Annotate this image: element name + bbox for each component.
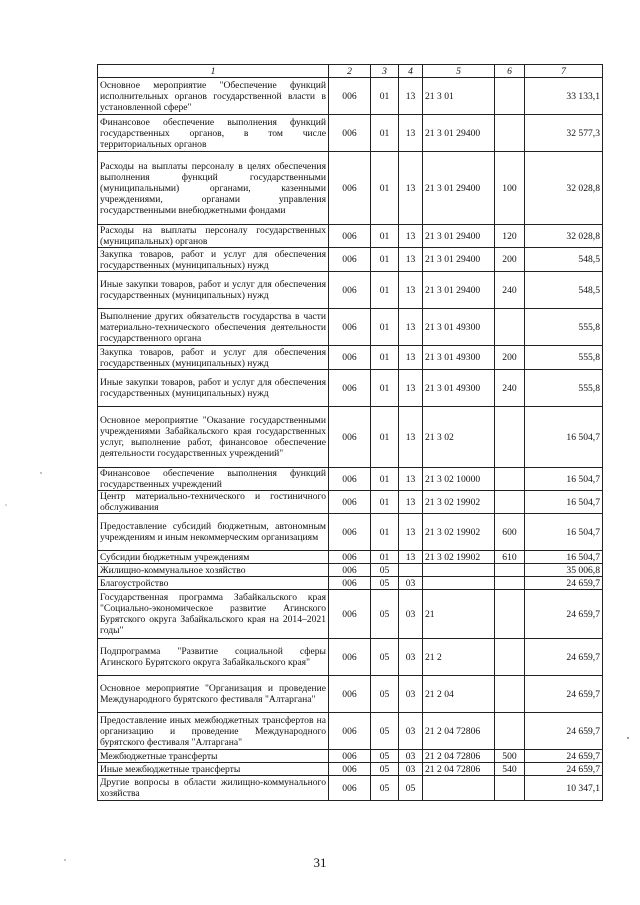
cell-col-4: 03 [399,750,423,763]
cell-col-2: 006 [329,115,371,152]
cell-name: Предоставление субсидий бюджетным, автономным учреждениям и иным некоммерческим организациям [98,514,329,551]
cell-col-3: 05 [371,564,399,577]
header-col-5: 5 [423,65,495,78]
cell-col-5: 21 3 01 49300 [423,346,495,370]
cell-col-4: 13 [399,468,423,491]
cell-name: Финансовое обеспечение выполнения функций государственных органов, в том числе территориальных органов [98,115,329,152]
cell-name: Иные закупки товаров, работ и услуг для обеспечения государственных (муниципальных) нужд [98,272,329,309]
cell-col-4: 13 [399,309,423,346]
cell-col-7: 24 659,7 [525,713,603,750]
cell-col-2: 006 [329,491,371,514]
table-row [98,551,603,564]
budget-table [97,64,603,801]
cell-col-6 [495,776,525,801]
cell-col-3: 01 [371,468,399,491]
cell-col-5: 21 3 02 19902 [423,514,495,551]
table-row [98,577,603,590]
cell-name: Закупка товаров, работ и услуг для обеспечения государственных (муниципальных) нужд [98,346,329,370]
table-row [98,491,603,514]
cell-col-7: 32 028,8 [525,225,603,248]
cell-name: Другие вопросы в области жилищно-коммунального хозяйства [98,776,329,801]
cell-col-4: 13 [399,346,423,370]
cell-col-5 [423,564,495,577]
cell-name: Расходы на выплаты персоналу в целях обеспечения выполнения функций государственными (муниципальными) органами, казенными учреждениями, органами управления государственными внебюджетными фондами [98,152,329,225]
header-col-2: 2 [329,65,371,78]
cell-col-7: 555,8 [525,346,603,370]
header-col-6: 6 [495,65,525,78]
cell-col-7: 10 347,1 [525,776,603,801]
cell-col-6 [495,407,525,468]
cell-col-7: 555,8 [525,309,603,346]
cell-col-4: 13 [399,407,423,468]
cell-col-7: 24 659,7 [525,577,603,590]
cell-col-4: 03 [399,763,423,776]
table-row [98,248,603,272]
cell-col-3: 05 [371,776,399,801]
cell-col-6: 600 [495,514,525,551]
cell-name: Субсидии бюджетным учреждениям [98,551,329,564]
cell-col-2: 006 [329,468,371,491]
cell-name: Закупка товаров, работ и услуг для обеспечения государственных (муниципальных) нужд [98,248,329,272]
budget-table-container [97,64,602,801]
cell-col-3: 05 [371,713,399,750]
cell-col-6 [495,577,525,590]
cell-name: Основное мероприятие "Обеспечение функций исполнительных органов государственной власти в установленной сфере" [98,78,329,115]
cell-col-2: 006 [329,407,371,468]
cell-col-6 [495,713,525,750]
cell-col-3: 01 [371,491,399,514]
cell-name: Иные межбюджетные трансферты [98,763,329,776]
cell-col-2: 006 [329,639,371,676]
table-row [98,152,603,225]
cell-col-4: 13 [399,491,423,514]
cell-col-7: 32 577,3 [525,115,603,152]
cell-col-7: 33 133,1 [525,78,603,115]
cell-col-7: 32 028,8 [525,152,603,225]
cell-col-2: 006 [329,713,371,750]
header-col-4: 4 [399,65,423,78]
cell-col-6: 120 [495,225,525,248]
cell-col-4: 13 [399,514,423,551]
cell-col-3: 05 [371,590,399,639]
cell-col-6 [495,468,525,491]
cell-col-5 [423,577,495,590]
table-row [98,776,603,801]
cell-col-3: 01 [371,115,399,152]
cell-name: Центр материально-технического и гостиничного обслуживания [98,491,329,514]
table-row [98,468,603,491]
cell-col-6 [495,78,525,115]
cell-col-2: 006 [329,776,371,801]
scan-speck [5,504,6,505]
cell-col-7: 16 504,7 [525,468,603,491]
cell-col-5: 21 3 02 19902 [423,491,495,514]
cell-col-3: 01 [371,225,399,248]
table-row [98,564,603,577]
table-header-row [98,65,603,78]
cell-col-6 [495,590,525,639]
cell-col-6: 100 [495,152,525,225]
cell-col-6 [495,676,525,713]
cell-col-5 [423,776,495,801]
cell-col-2: 006 [329,551,371,564]
cell-name: Выполнение других обязательств государства в части материально-технического обеспечения деятельности государственного органа [98,309,329,346]
cell-col-6: 500 [495,750,525,763]
cell-col-2: 006 [329,309,371,346]
header-col-7: 7 [525,65,603,78]
cell-col-4: 13 [399,115,423,152]
cell-col-5: 21 3 02 10000 [423,468,495,491]
cell-col-5: 21 3 01 29400 [423,272,495,309]
cell-col-7: 555,8 [525,370,603,407]
cell-col-2: 006 [329,346,371,370]
cell-col-3: 05 [371,763,399,776]
cell-col-2: 006 [329,514,371,551]
cell-col-7: 35 006,8 [525,564,603,577]
cell-col-3: 05 [371,639,399,676]
cell-col-2: 006 [329,225,371,248]
cell-name: Жилищно-коммунальное хозяйство [98,564,329,577]
cell-col-2: 006 [329,577,371,590]
cell-col-4: 03 [399,676,423,713]
cell-col-6: 240 [495,370,525,407]
table-row [98,225,603,248]
cell-col-5: 21 2 04 72806 [423,763,495,776]
cell-col-7: 16 504,7 [525,551,603,564]
cell-col-5: 21 [423,590,495,639]
cell-col-4: 03 [399,577,423,590]
cell-col-5: 21 3 02 [423,407,495,468]
cell-col-7: 24 659,7 [525,639,603,676]
page-number: 31 [313,855,327,870]
cell-col-7: 16 504,7 [525,514,603,551]
cell-col-7: 24 659,7 [525,750,603,763]
cell-col-4: 13 [399,370,423,407]
table-row [98,272,603,309]
cell-col-6 [495,564,525,577]
cell-col-2: 006 [329,590,371,639]
cell-col-5: 21 3 02 19902 [423,551,495,564]
cell-col-4: 13 [399,152,423,225]
cell-col-5: 21 2 04 [423,676,495,713]
cell-col-6: 610 [495,551,525,564]
cell-name: Благоустройство [98,577,329,590]
cell-col-5: 21 3 01 29400 [423,248,495,272]
cell-name: Основное мероприятие "Организация и проведение Международного бурятского фестиваля "Алтаргана" [98,676,329,713]
cell-col-4: 13 [399,225,423,248]
cell-col-6: 240 [495,272,525,309]
cell-name: Межбюджетные трансферты [98,750,329,763]
cell-name: Предоставление иных межбюджетных трансфертов на организацию и проведение Международного бурятского фестиваля "Алтаргана" [98,713,329,750]
cell-name: Государственная программа Забайкальского края "Социально-экономическое развитие Агинского Бурятского округа Забайкальского края на 2014–2021 годы" [98,590,329,639]
cell-name: Финансовое обеспечение выполнения функций государственных учреждений [98,468,329,491]
cell-col-4 [399,564,423,577]
cell-col-4: 03 [399,639,423,676]
cell-col-6 [495,491,525,514]
cell-col-4: 03 [399,713,423,750]
cell-col-3: 01 [371,370,399,407]
cell-col-5: 21 3 01 29400 [423,225,495,248]
table-row [98,346,603,370]
cell-col-3: 01 [371,514,399,551]
cell-col-7: 24 659,7 [525,590,603,639]
cell-col-2: 006 [329,248,371,272]
cell-col-2: 006 [329,750,371,763]
cell-col-2: 006 [329,152,371,225]
cell-col-2: 006 [329,676,371,713]
cell-col-7: 548,5 [525,248,603,272]
cell-col-3: 01 [371,272,399,309]
cell-name: Подпрограмма "Развитие социальной сферы Агинского Бурятского округа Забайкальского края" [98,639,329,676]
cell-col-3: 01 [371,248,399,272]
cell-col-3: 01 [371,309,399,346]
cell-col-5: 21 3 01 29400 [423,115,495,152]
cell-col-6: 200 [495,248,525,272]
table-row [98,115,603,152]
cell-col-3: 05 [371,676,399,713]
table-row [98,309,603,346]
table-row [98,750,603,763]
header-col-3: 3 [371,65,399,78]
cell-col-7: 24 659,7 [525,676,603,713]
table-row [98,514,603,551]
table-row [98,676,603,713]
cell-col-4: 13 [399,551,423,564]
cell-col-7: 24 659,7 [525,763,603,776]
cell-col-3: 05 [371,577,399,590]
scan-speck [627,737,629,739]
cell-name: Основное мероприятие "Оказание государственными учреждениями Забайкальского края государственных услуг, выполнение работ, финансовое обеспечение деятельности государственных учреждений" [98,407,329,468]
table-row [98,78,603,115]
cell-col-6 [495,115,525,152]
table-row [98,639,603,676]
table-body [98,78,603,801]
cell-col-4: 13 [399,272,423,309]
table-row [98,370,603,407]
cell-col-2: 006 [329,763,371,776]
cell-col-7: 16 504,7 [525,407,603,468]
cell-col-4: 13 [399,78,423,115]
cell-col-3: 01 [371,551,399,564]
cell-col-7: 16 504,7 [525,491,603,514]
cell-col-6 [495,639,525,676]
cell-col-2: 006 [329,272,371,309]
cell-col-3: 01 [371,152,399,225]
cell-col-6 [495,309,525,346]
cell-col-5: 21 2 04 72806 [423,713,495,750]
cell-col-4: 05 [399,776,423,801]
cell-col-5: 21 2 [423,639,495,676]
scan-speck [40,472,41,473]
cell-col-5: 21 3 01 [423,78,495,115]
cell-col-2: 006 [329,564,371,577]
cell-col-3: 01 [371,346,399,370]
cell-col-6: 200 [495,346,525,370]
table-row [98,590,603,639]
cell-col-5: 21 3 01 49300 [423,370,495,407]
cell-col-4: 13 [399,248,423,272]
cell-col-5: 21 3 01 49300 [423,309,495,346]
header-col-1: 1 [98,65,329,78]
cell-name: Иные закупки товаров, работ и услуг для обеспечения государственных (муниципальных) нужд [98,370,329,407]
cell-col-7: 548,5 [525,272,603,309]
cell-col-5: 21 3 01 29400 [423,152,495,225]
cell-name: Расходы на выплаты персоналу государственных (муниципальных) органов [98,225,329,248]
cell-col-3: 05 [371,750,399,763]
cell-col-4: 03 [399,590,423,639]
cell-col-5: 21 2 04 72806 [423,750,495,763]
table-row [98,763,603,776]
table-row [98,713,603,750]
table-row [98,407,603,468]
cell-col-3: 01 [371,407,399,468]
cell-col-3: 01 [371,78,399,115]
cell-col-6: 540 [495,763,525,776]
cell-col-2: 006 [329,78,371,115]
cell-col-2: 006 [329,370,371,407]
